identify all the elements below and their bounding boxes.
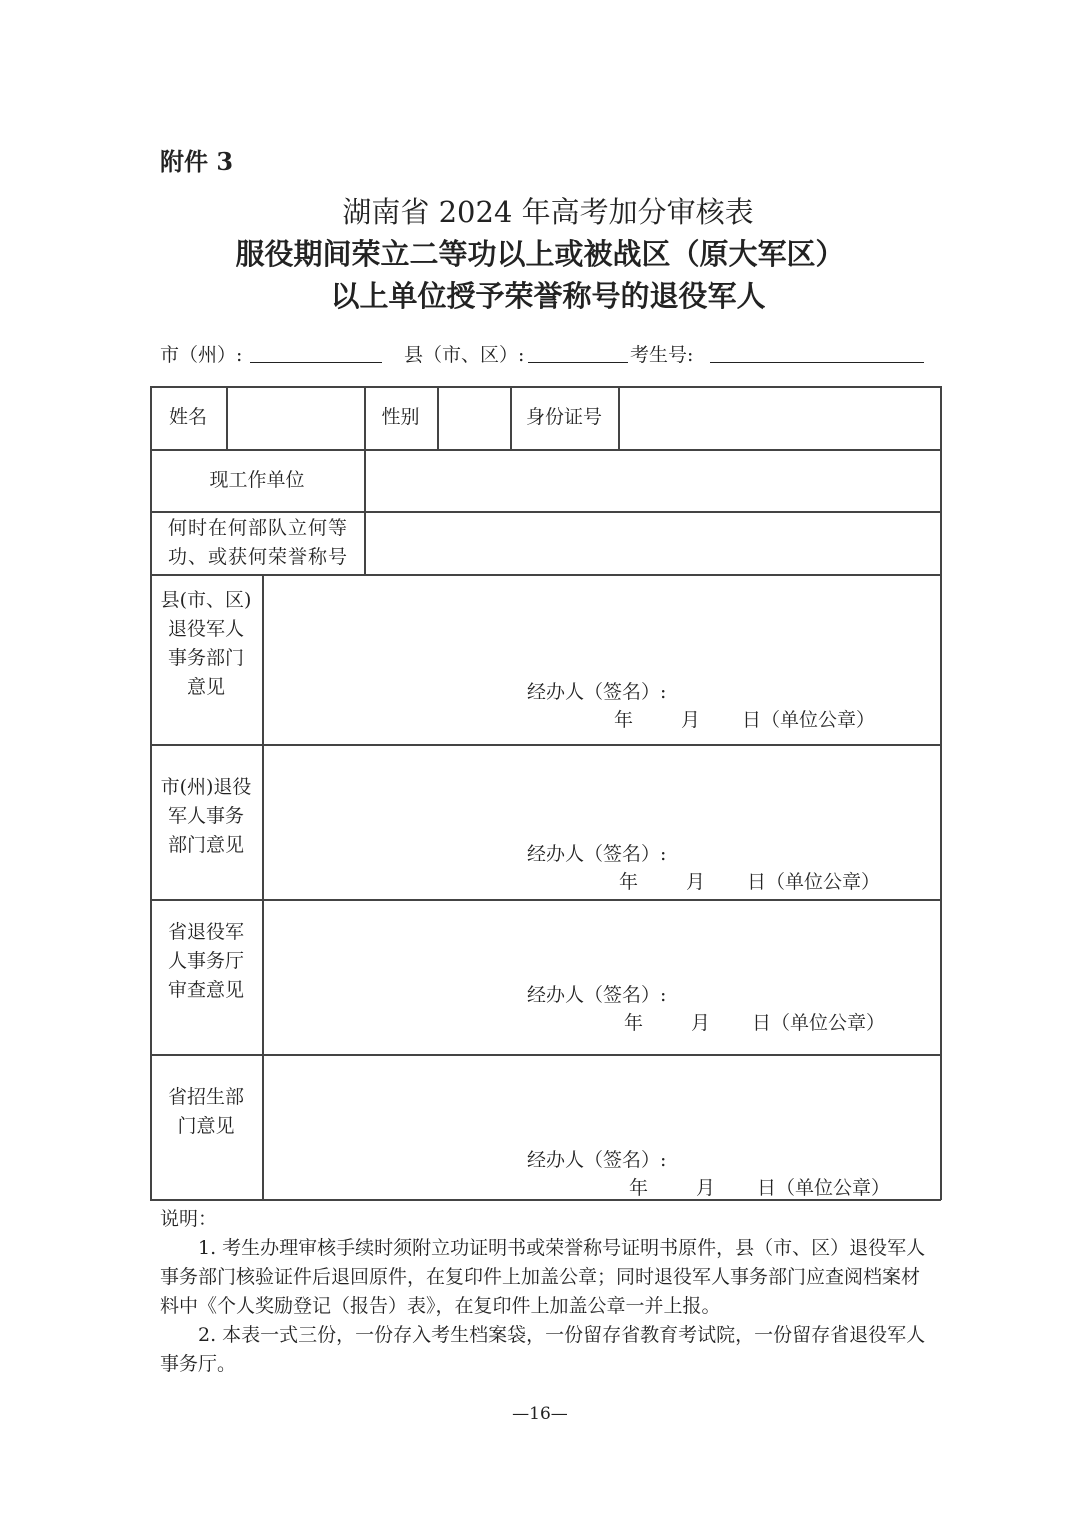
signer-label: 经办人（签名）: (527, 984, 667, 1006)
exam-no-field[interactable] (710, 342, 924, 363)
notes-heading: 说明： (160, 1208, 218, 1230)
signer-label: 经办人（签名）: (527, 843, 667, 865)
province-veterans-opinion-label: 省退役军人事务厅审查意见 (167, 921, 244, 1001)
year-label: 年 (619, 871, 639, 893)
title-line-3: 以上单位授予荣誉称号的退役军人 (330, 279, 766, 313)
month-label: 月 (691, 1012, 711, 1034)
city-field[interactable] (250, 342, 382, 363)
work-unit-field[interactable] (365, 450, 939, 510)
page-number: —16— (512, 1404, 568, 1424)
note-item-1: 1. 考生办理审核手续时须附立功证明书或荣誉称号证明书原件，县（市、区）退役军人事务部门核验证件后退回原件，在复印件上加盖公章；同时退役军人事务部门应查阅档案材料中《个人奖励登记（报告）表》，在复印件上加盖公章一并上报。 (160, 1237, 926, 1317)
id-label: 身份证号 (525, 406, 602, 428)
title-line-1: 湖南省 2024 年高考加分审核表 (342, 195, 754, 229)
year-label: 年 (629, 1177, 649, 1199)
day-seal-label: 日（单位公章） (747, 871, 881, 893)
merit-label: 何时在何部队立何等功、或获何荣誉称号 (167, 516, 348, 568)
note-item-2: 2. 本表一式三份，一份存入考生档案袋，一份留存省教育考试院，一份留存省退役军人事务厅。 (160, 1324, 926, 1375)
month-label: 月 (686, 871, 706, 893)
city-label: 市（州）: (160, 344, 243, 366)
province-admissions-opinion-label: 省招生部门意见 (167, 1085, 244, 1137)
signer-label: 经办人（签名）: (527, 1149, 667, 1171)
county-field[interactable] (528, 342, 628, 363)
notes (160, 1205, 935, 1379)
name-field[interactable] (227, 387, 363, 448)
signer-label: 经办人（签名）: (527, 681, 667, 703)
id-field[interactable] (619, 387, 939, 448)
gender-field[interactable] (438, 387, 509, 448)
year-label: 年 (624, 1012, 644, 1034)
name-label: 姓名 (168, 406, 207, 428)
month-label: 月 (696, 1177, 716, 1199)
county-label: 县（市、区）: (404, 344, 525, 366)
county-opinion-label: 县(市、区)退役军人事务部门意见 (160, 589, 252, 698)
gender-label: 性别 (381, 406, 420, 428)
work-unit-label: 现工作单位 (209, 468, 305, 491)
year-label: 年 (614, 709, 634, 731)
title-line-2: 服役期间荣立二等功以上或被战区（原大军区） (235, 237, 845, 271)
exam-no-label: 考生号: (630, 344, 694, 366)
month-label: 月 (681, 709, 701, 731)
day-seal-label: 日（单位公章） (742, 709, 876, 731)
attachment-label: 附件 3 (160, 147, 234, 176)
city-opinion-label: 市(州)退役军人事务部门意见 (160, 776, 252, 856)
day-seal-label: 日（单位公章） (757, 1177, 891, 1199)
day-seal-label: 日（单位公章） (752, 1012, 886, 1034)
merit-field[interactable] (365, 512, 939, 573)
